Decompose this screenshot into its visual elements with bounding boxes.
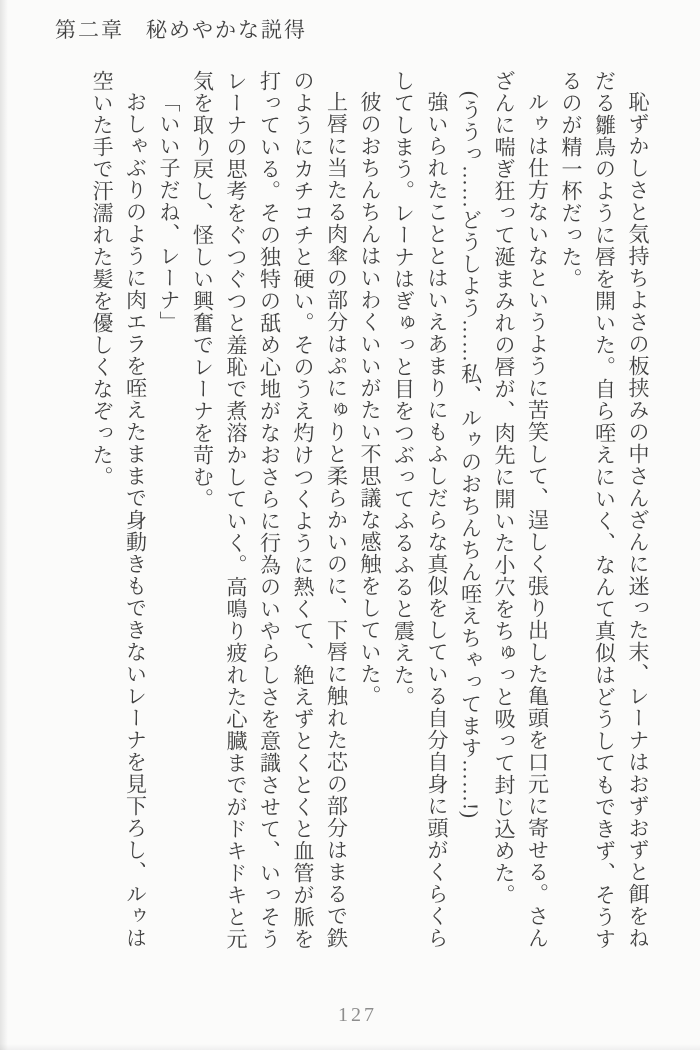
page-number: 127	[338, 1004, 377, 1026]
paragraph: 上唇に当たる肉傘の部分はぷにゅりと柔らかいのに、下唇に触れた芯の部分はまるで鉄のようにカチコチと硬い。そのうえ灼けつくように熱くて、絶えずとくとくと血管が脈を打っている。その独特の舐め心地がなおさらに行為のいやらしさを意識させて、いっそうレーナの思考をぐつぐつと羞恥で煮溶かしていく。高鳴り疲れた心臓までがドキドキと元気を取り戻し、怪しい興奮でレーナを苛む。	[190, 70, 349, 950]
paragraph: おしゃぶりのように肉エラを咥えたままで身動きもできないレーナを見下ろし、ルゥは空いた手で汗濡れた髪を優しくなぞった。	[90, 70, 148, 949]
vertical-text-block	[84, 70, 654, 958]
running-header	[55, 14, 307, 44]
scan-edge-shadow-bottom	[0, 1044, 700, 1050]
chapter-title: 秘めやかな説得	[146, 18, 307, 42]
paragraph: 強いられたこととはいえあまりにもふしだらな真似をしている自分自身に頭がくらくらしてしまう。レーナはぎゅっと目をつぶってふるふると震えた。	[391, 70, 449, 949]
scan-edge-shadow-left	[0, 0, 8, 1050]
paragraph: 彼のおちんちんはいわくいいがたい不思議な感触をしていた。	[358, 91, 382, 707]
paragraph: (ううっ……どうしよう……私、ルゥのおちんちん咥えちゃってます……!)	[458, 91, 483, 819]
chapter-number: 第二章	[55, 18, 124, 42]
paragraph: ルゥは仕方ないなというように苦笑して、逞しく張り出した亀頭を口元に寄せる。さんざんに喘ぎ狂って涎まみれの唇が、肉先に開いた小穴をちゅっと吸って封じ込めた。	[492, 70, 550, 949]
paragraph: 「いい子だね、レーナ」	[157, 91, 181, 333]
paragraph: 恥ずかしさと気持ちよさの板挟みの中さんざんに迷った末、レーナはおずおずと餌をねだる雛鳥のように唇を開いた。自ら咥えにいく、なんて真似はどうしてもできず、そうするのが精一杯だった。	[559, 70, 650, 950]
